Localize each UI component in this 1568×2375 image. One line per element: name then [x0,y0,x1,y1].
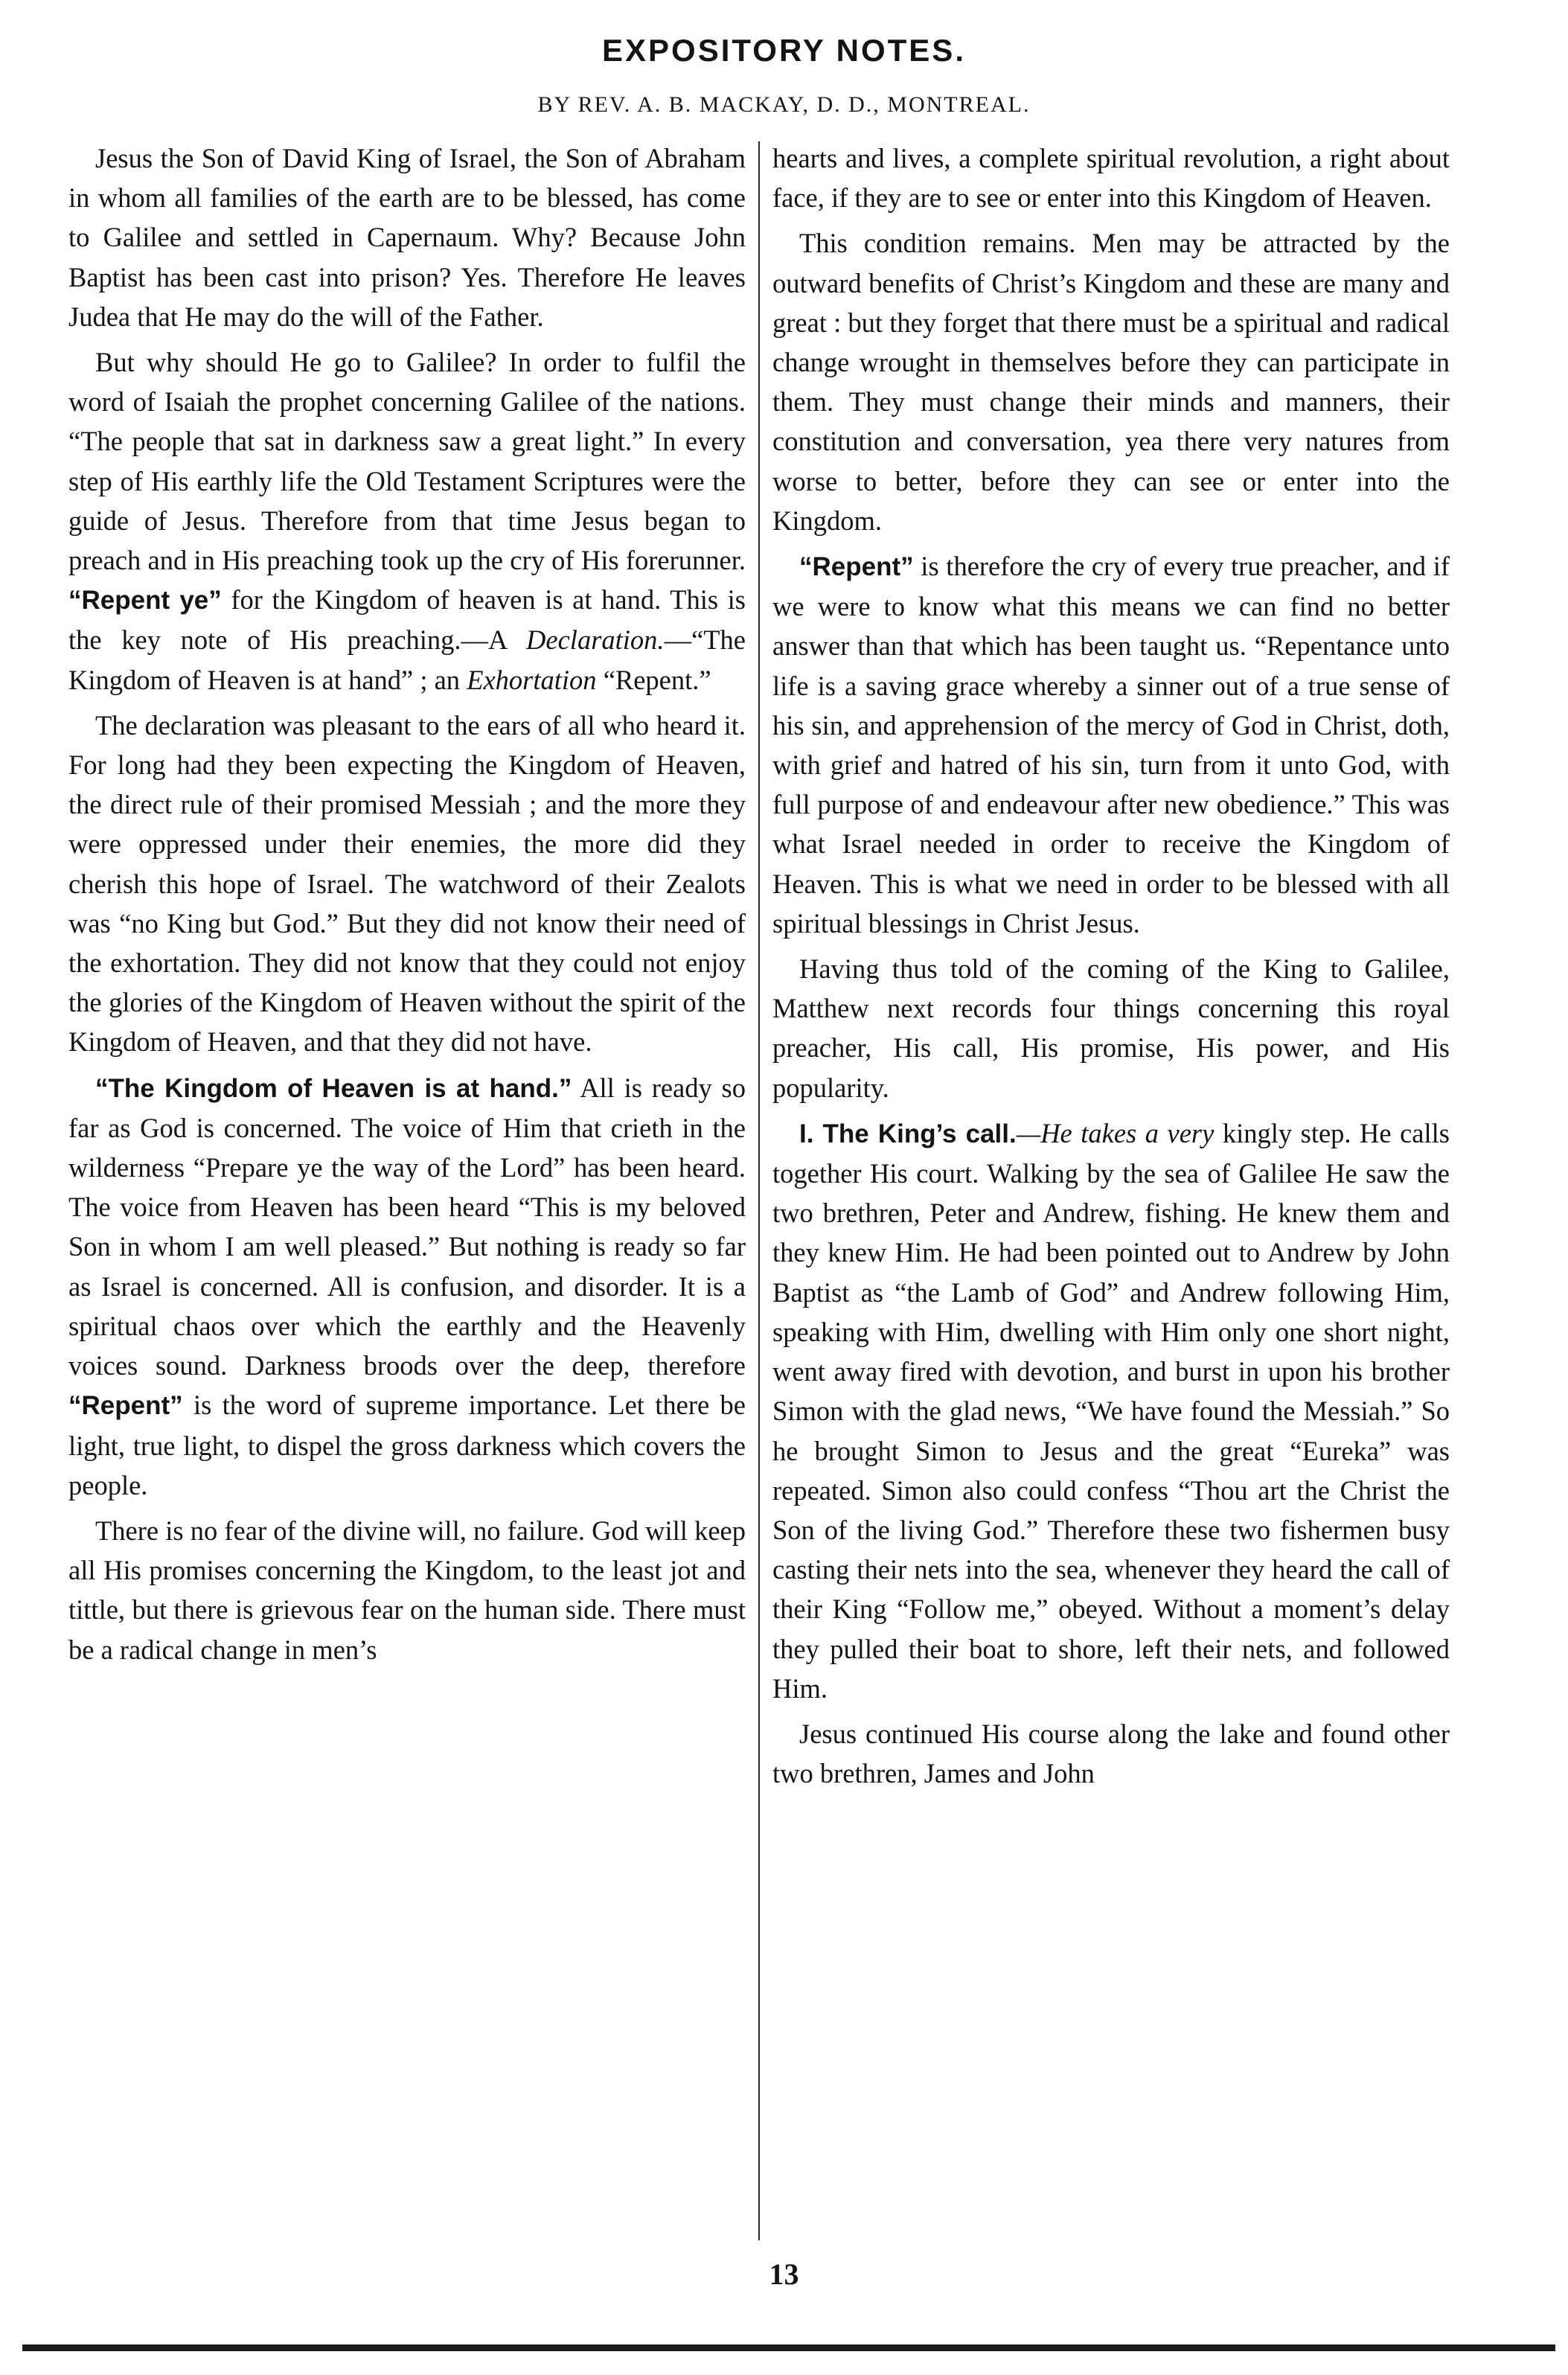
paragraph-text: is the word of supreme importance. Let there be light, true light, to dispel the gross darkness which covers the people. [68,1390,746,1500]
paragraph: Jesus the Son of David King of Israel, the Son of Abraham in whom all families of the earth are to be blessed, has come to Galilee and settled in Capernaum. Why? Because John Baptist has been cast into prison? Yes. Therefore He leaves Judea that He may do the will of the Father. [68,143,746,332]
paragraph-text: —“The Kingdom of Heaven is at hand” ; an [68,624,746,695]
repent-emphasis: “Repent” [68,1391,183,1421]
paragraph: Jesus continued His course along the lake and found other two brethren, James and John [772,1718,1450,1789]
exhortation-emphasis: Exhortation [467,664,597,695]
paragraph: hearts and lives, a complete spiritual revolution, a right about face, if they are to see or enter into this Kingdom of Heaven. [772,143,1450,214]
declaration-emphasis: Declaration. [526,624,665,656]
paragraph: The declaration was pleasant to the ears of all who heard it. For long had they been expecting the Kingdom of Heaven, the direct rule of their promised Messiah ; and the more they were oppressed under their enemies, the more did they cherish this hope of Israel. The watchword of their Zealots was “no King but God.” But they did not know their need of the exhortation. They did not know that they could not enjoy the glories of the Kingdom of Heaven without the spirit of the Kingdom of Heaven, and that they did not have. [68,709,746,1058]
page-number: 13 [769,2257,799,2291]
paragraph-text: But why should He go to Galilee? In order to fulfil the word of Isaiah the prophet concerning Galilee of the nations. “The people that sat in darkness saw a great light.” In every step of His earthly life the Old Testament Scriptures were the guide of Jesus. Therefore from that time Jesus began to preach and in His preaching took up the cry of His forerunner. [68,347,746,576]
author-byline: BY REV. A. B. MACKAY, D. D., MONTREAL. [537,92,1031,117]
repent-ye-emphasis: “Repent ye” [68,586,222,616]
left-column [68,138,746,1675]
kingdom-heading: “The Kingdom of Heaven is at hand.” [95,1073,572,1103]
paragraph-text: All is ready so far as God is concerned. The voice of Him that crieth in the wilderness “Prepare ye the way of the Lord” has been heard. The voice from Heaven has been heard “This is my beloved Son in whom I am well pleased.” But nothing is ready so far as Israel is concerned. All is confusion, and disorder. It is a spiritual chaos over which the earthly and the Heavenly voices sound. Darkness broods over the deep, therefore [68,1072,746,1381]
paragraph: This condition remains. Men may be attracted by the outward benefits of Christ’s Kingdom and these are many and great : but they forget that there must be a spiritual and radical change wrought in themselves before they can participate in them. They must change their minds and manners, their constitution and conversation, yea there very natures from worse to better, before they can see or enter into the Kingdom. [772,228,1450,536]
paragraph: There is no fear of the divine will, no failure. God will keep all His promises concerning the Kingdom, to the least jot and tittle, but there is grievous fear on the human side. There must be a radical change in men’s [68,1515,746,1665]
paragraph-text: kingly step. He calls together His court. Walking by the sea of Galilee He saw the two brethren, Peter and Andrew, fishing. He knew them and they knew Him. He had been pointed out to Andrew by John Baptist as “the Lamb of God” and Andrew following Him, speaking with Him, dwelling with Him only one short night, went away fired with devotion, and burst in upon his brother Simon with the glad news, “We have found the Messiah.” So he brought Simon to Jesus and the great “Eureka” was repeated. Simon also could confess “Thou art the Christ the Son of the living God.” Therefore these two fishermen busy casting their nets into the sea, whenever they heard the call of their King “Follow me,” obeyed. Without a moment’s delay they pulled their boat to shore, left their nets, and followed Him. [772,1117,1450,1704]
paragraph: Having thus told of the coming of the King to Galilee, Matthew next records four things concerning this royal preacher, His call, His promise, His power, and His popularity. [772,953,1450,1103]
column-divider [758,141,760,2240]
paragraph [68,342,746,700]
kings-call-heading: I. The King’s call. [799,1119,1017,1148]
paragraph [68,1068,746,1505]
paragraph-text: “Repent.” [603,664,711,695]
paragraph [772,546,1450,943]
paragraph-italic: —He takes a very [1016,1117,1215,1148]
bottom-rule [22,2344,1555,2351]
paragraph-text: for the Kingdom of heaven is at hand. This is the key note of His preaching.—A [68,584,746,656]
right-column [772,138,1450,1799]
page-title: EXPOSITORY NOTES. [601,33,966,68]
repent-emphasis: “Repent” [799,552,914,582]
paragraph-text: is therefore the cry of every true preacher, and if we were to know what this means we can find no better answer than that which has been taught us. “Repentance unto life is a saving grace whereby a sinner out of a true sense of his sin, and apprehension of the mercy of God in Christ, doth, with grief and hatred of his sin, turn from it unto God, with full purpose of and endeavour after new obedience.” This was what Israel needed in order to receive the Kingdom of Heaven. This is what we need in order to be blessed with all spiritual blessings in Christ Jesus. [772,551,1450,939]
paragraph [772,1113,1450,1708]
